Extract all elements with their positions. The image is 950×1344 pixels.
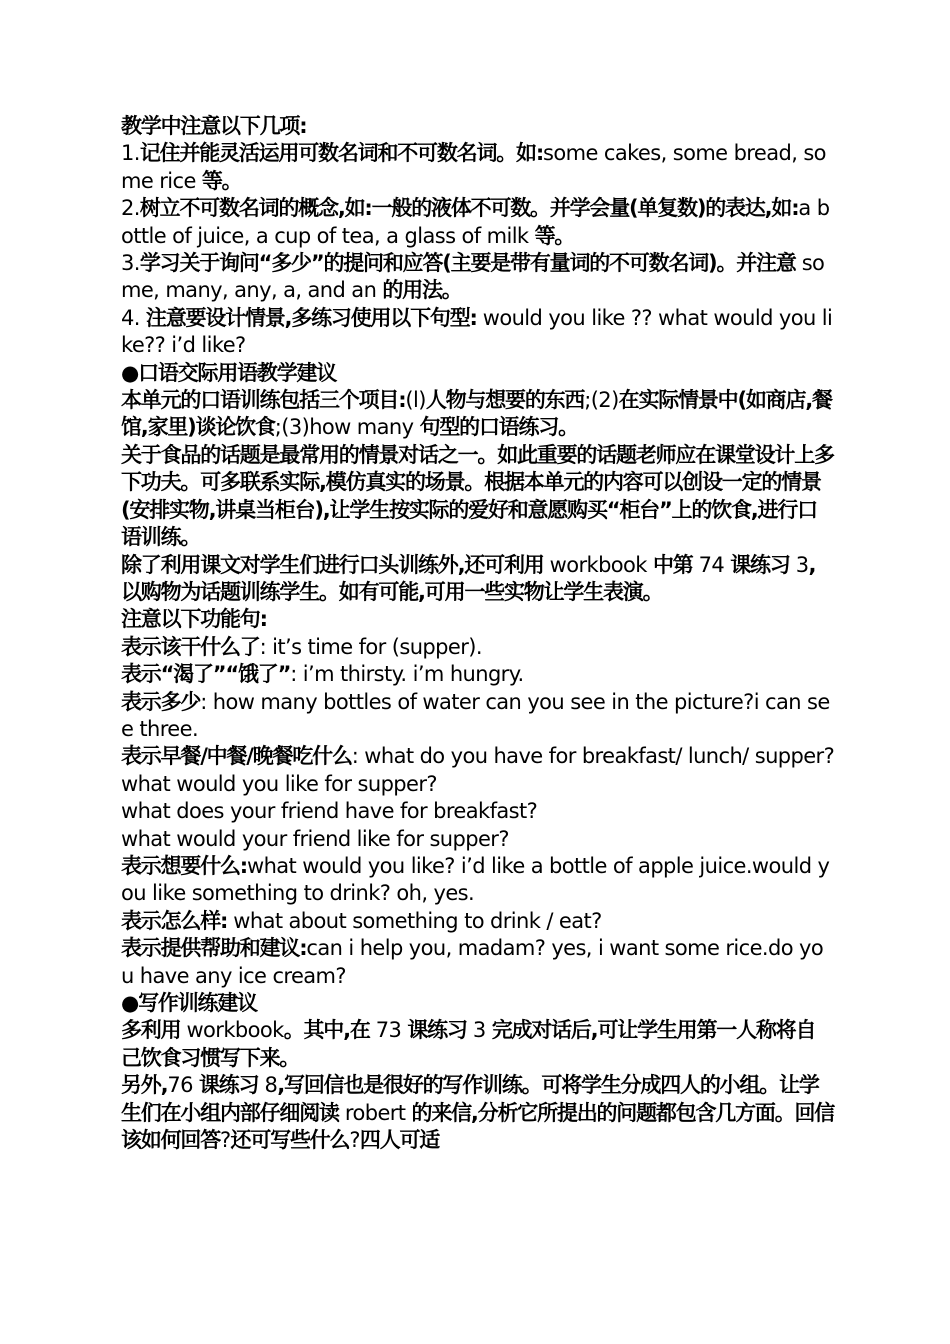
paragraph [115, 689, 835, 744]
bold-text-run: 记住并能灵活运用可数名词和不可数名词。如: [139, 141, 544, 166]
bold-text-run: 等。 [201, 168, 242, 193]
text-run: : how many bottles of water can you see in the picture?i can see three. [121, 689, 830, 741]
text-run: : it’s time for (supper). [259, 634, 482, 659]
paragraph [115, 771, 835, 798]
paragraph [115, 552, 835, 607]
paragraph [115, 360, 835, 387]
paragraph [115, 1072, 835, 1154]
bold-text-run: 在实际情景中(如商店,餐馆,家里)谈论饮食 [121, 388, 832, 440]
document-body [115, 113, 835, 1154]
text-run: what about something to drink / eat? [227, 908, 602, 933]
bold-text-run: 注意要设计情景,多练习使用以下句型: [145, 305, 477, 330]
bold-text-run: 四人可适 [359, 1128, 440, 1153]
bold-text-run: 表示想要什么: [121, 853, 247, 878]
bold-text-run: 的来信,分析它所提出的问题都包含几方面。回信该如何回答 [121, 1100, 835, 1153]
bold-text-run: 课练习 [407, 1018, 467, 1043]
text-run: ? [349, 1128, 360, 1153]
text-run: what does your friend have for breakfast? [121, 799, 538, 824]
paragraph [115, 908, 835, 935]
bold-text-run: 表示早餐/中餐/晚餐吃什么 [121, 744, 352, 769]
bold-text-run: 还可写些什么 [230, 1128, 350, 1153]
paragraph [115, 661, 835, 688]
text-run: what would you like for supper? [121, 771, 437, 796]
bold-text-run: 等。 [534, 223, 575, 248]
bold-text-run: ●口语交际用语教学建议 [121, 360, 337, 385]
paragraph [115, 387, 835, 442]
paragraph [115, 140, 835, 195]
text-run: 73 [369, 1018, 408, 1043]
bold-text-run: 多利用 [121, 1018, 181, 1043]
paragraph [115, 442, 835, 552]
bold-text-run: 句型的口语练习。 [419, 415, 578, 440]
bold-text-run: 注意以下功能句: [121, 607, 267, 632]
bold-text-run: 课练习 [199, 1073, 259, 1098]
bold-text-run: 表示怎么样: [121, 908, 228, 933]
bold-text-run: 表示“渴了”“饿了” [121, 662, 291, 687]
text-run: ;(3)how many [274, 415, 420, 440]
text-run: robert [338, 1100, 412, 1125]
paragraph [115, 853, 835, 908]
bold-text-run: 教学中注意以下几项: [121, 114, 307, 138]
bold-text-run: 另外, [121, 1073, 168, 1098]
text-run: workbook [180, 1018, 284, 1043]
text-run: what would you like? i’d like a bottle of apple juice.would you like something to drink? oh, yes. [121, 853, 830, 906]
paragraph [115, 606, 835, 633]
text-run: 2. [121, 196, 140, 221]
text-run: 4. [121, 305, 146, 330]
paragraph [115, 990, 835, 1017]
bold-text-run: ●写作训练建议 [121, 991, 257, 1015]
text-run: some, many, any, a, and an [121, 251, 825, 303]
paragraph [115, 305, 835, 360]
text-run: would you like ?? what would you like?? i’d like? [121, 305, 833, 358]
bold-text-run: 学习关于询问“多少”的提问和应答(主要是带有量词的不可数名词)。并注意 [139, 251, 796, 276]
text-run: a bottle of juice, a cup of tea, a glass of milk [121, 196, 830, 248]
text-run: ? [220, 1128, 231, 1153]
text-run: : i’m thirsty. i’m hungry. [290, 662, 524, 687]
text-run: 1. [121, 141, 140, 166]
bold-text-run: 中第 [652, 552, 693, 577]
bold-text-run: 课练习 [730, 552, 790, 577]
paragraph [115, 826, 835, 853]
text-run: 74 [692, 552, 731, 577]
bold-text-run: 除了利用课文对学生们进行口头训练外,还可利用 [121, 552, 544, 577]
paragraph [115, 195, 835, 250]
text-run: 3. [121, 251, 140, 276]
bold-text-run: ,以购物为话题训练学生。如有可能,可用一些实物让学生表演。 [121, 552, 816, 604]
text-run: : what do you have for breakfast/ lunch/ supper? [351, 744, 835, 769]
text-run: (l) [405, 388, 426, 413]
bold-text-run: 表示提供帮助和建议: [121, 936, 307, 961]
bold-text-run: 的用法。 [382, 278, 462, 303]
bold-text-run: 表示该干什么了 [121, 634, 260, 659]
bold-text-run: ,写回信也是很好的写作训练。可将学生分成四人的小组。让学生们在小组内部仔细阅读 [121, 1073, 819, 1125]
paragraph [115, 743, 835, 770]
text-run: 76 [167, 1073, 199, 1098]
bold-text-run: 本单元的口语训练包括三个项目: [121, 388, 406, 413]
text-run: what would your friend like for supper? [121, 826, 509, 851]
paragraph [115, 935, 835, 990]
bold-text-run: 完成对话后,可让学生用第一人称将自己饮食习惯写下来。 [121, 1018, 816, 1070]
text-run: 3 [466, 1018, 492, 1043]
paragraph [115, 113, 835, 140]
bold-text-run: 关于食品的话题是最常用的情景对话之一。如此重要的话题老师应在课堂设计上多下功夫。可多联系实际,模仿真实的场景。根据本单元的内容可以创设一定的情景(安排实物,讲桌当柜台),让学生按实际的爱好和意愿购买“柜台”上的饮食,进行口语训练。 [121, 442, 834, 550]
paragraph [115, 634, 835, 661]
text-run: workbook [543, 552, 653, 577]
bold-text-run: 表示多少 [121, 689, 201, 714]
paragraph [115, 250, 835, 305]
paragraph [115, 1017, 835, 1072]
text-run: 3 [789, 552, 809, 577]
text-run: some cakes, some bread, some rice [121, 141, 826, 193]
text-run: can i help you, madam? yes, i want some rice.do you have any ice cream? [121, 936, 824, 988]
bold-text-run: 人物与想要的东西 [425, 388, 585, 413]
text-run: ;(2) [584, 388, 619, 413]
bold-text-run: 树立不可数名词的概念,如:一般的液体不可数。并学会量(单复数)的表达,如: [139, 196, 799, 221]
paragraph [115, 798, 835, 825]
text-run: 8 [258, 1073, 278, 1098]
bold-text-run: 。其中,在 [283, 1018, 370, 1043]
